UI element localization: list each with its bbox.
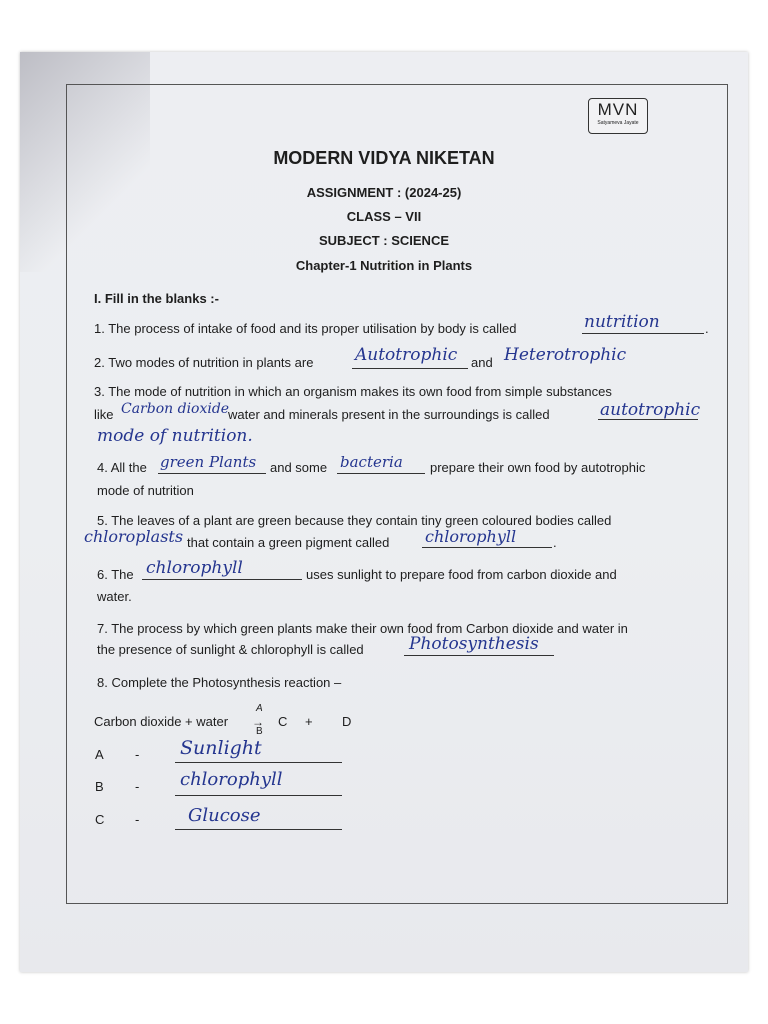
q5-answer1: chloroplasts <box>84 527 184 546</box>
q6-start: 6. The <box>97 567 134 582</box>
answer-c-blank <box>175 829 342 830</box>
q3-answer2b: mode of nutrition. <box>97 426 253 446</box>
q3-mid: water and minerals present in the surroundings is called <box>228 407 550 422</box>
q3-like: like <box>94 407 114 422</box>
q4-answer2: bacteria <box>340 453 403 471</box>
q6-blank <box>142 579 302 580</box>
q5-blank <box>422 547 552 548</box>
q2-answer2: Heterotrophic <box>504 345 627 365</box>
subject-label: SUBJECT : SCIENCE <box>318 233 450 248</box>
q4-answer1: green Plants <box>160 453 257 471</box>
q7-line2: the presence of sunlight & chlorophyll is called <box>97 642 364 657</box>
q7-blank <box>404 655 554 656</box>
arrow-label-a: A <box>256 703 263 714</box>
q7-answer: Photosynthesis <box>409 634 539 654</box>
q3-blank <box>598 419 698 420</box>
answer-a-blank <box>175 762 342 763</box>
answer-b-dash: - <box>135 779 140 794</box>
q1-end: . <box>705 321 709 336</box>
q1-text: 1. The process of intake of food and its proper utilisation by body is called <box>94 321 517 336</box>
q2-answer1: Autotrophic <box>355 345 458 365</box>
q5-mid: that contain a green pigment called <box>187 535 390 550</box>
answer-c-label: C <box>95 812 105 827</box>
reaction-plus: + <box>305 714 313 729</box>
q6-end: uses sunlight to prepare food from carbon dioxide and <box>306 567 617 582</box>
q7-line1: 7. The process by which green plants make their own food from Carbon dioxide and water in <box>97 621 628 636</box>
q3-answer1: Carbon dioxide <box>121 401 230 417</box>
q2-blank1 <box>352 368 468 369</box>
q5-end: . <box>553 535 557 550</box>
q6-answer: chlorophyll <box>146 558 243 578</box>
school-logo <box>588 98 648 134</box>
q3-answer2a: autotrophic <box>600 400 701 420</box>
q4-start: 4. All the <box>97 460 147 475</box>
logo-text: MVN <box>597 100 639 119</box>
q4-line2: mode of nutrition <box>97 483 194 498</box>
background <box>0 0 768 55</box>
q2-and: and <box>471 355 493 370</box>
answer-a-label: A <box>95 747 104 762</box>
school-name: MODERN VIDYA NIKETAN <box>273 148 495 168</box>
reaction-d: D <box>342 714 352 729</box>
q6-line2: water. <box>97 589 132 604</box>
q1-blank <box>582 333 704 334</box>
q1-answer: nutrition <box>584 312 660 332</box>
assignment-title: ASSIGNMENT : (2024-25) <box>306 185 462 200</box>
reaction-arrow: → <box>252 715 264 729</box>
section-heading: I. Fill in the blanks :- <box>94 291 219 306</box>
reaction-c: C <box>278 714 288 729</box>
q8-text: 8. Complete the Photosynthesis reaction – <box>97 675 342 690</box>
answer-c-dash: - <box>135 812 140 827</box>
answer-a-dash: - <box>135 747 140 762</box>
q4-end: prepare their own food by autotrophic <box>430 460 646 475</box>
q5-answer2: chlorophyll <box>425 527 517 546</box>
chapter-title: Chapter-1 Nutrition in Plants <box>295 258 473 273</box>
answer-a: Sunlight <box>180 737 262 759</box>
reaction-left: Carbon dioxide + water <box>94 714 229 729</box>
q2-text: 2. Two modes of nutrition in plants are <box>94 355 314 370</box>
logo-tagline: Satyameva Jayate <box>597 120 639 126</box>
q5-line1: 5. The leaves of a plant are green because they contain tiny green coloured bodies called <box>97 513 612 528</box>
class-label: CLASS – VII <box>346 209 422 224</box>
q3-line1: 3. The mode of nutrition in which an organism makes its own food from simple substances <box>94 384 612 399</box>
answer-b-label: B <box>95 779 104 794</box>
q4-blank1 <box>158 473 266 474</box>
q4-blank2 <box>337 473 425 474</box>
answer-b-blank <box>175 795 342 796</box>
q4-mid: and some <box>270 460 328 475</box>
answer-b: chlorophyll <box>180 769 283 790</box>
answer-c: Glucose <box>188 805 261 826</box>
arrow-label-b: B <box>256 726 263 737</box>
